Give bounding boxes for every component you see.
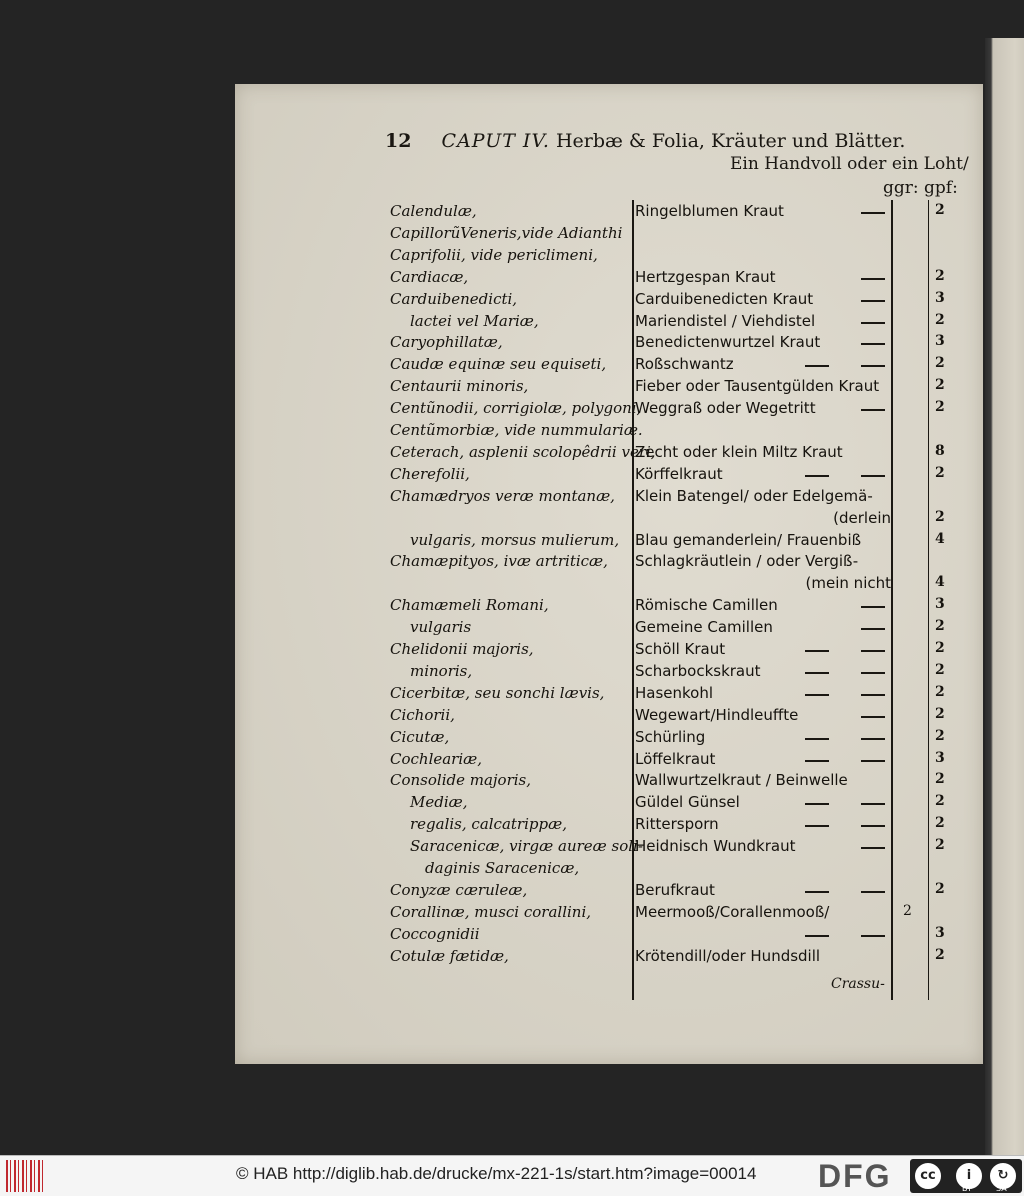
- dash-mark: [861, 935, 885, 937]
- latin-name: Caudæ equinæ seu equiseti,: [390, 355, 607, 374]
- gpf-value: 2: [935, 399, 945, 416]
- german-name: Schlagkräutlein / oder Vergiß-: [635, 552, 859, 571]
- table-row: [235, 684, 983, 706]
- gpf-value: 3: [935, 596, 945, 613]
- gpf-value: 2: [935, 202, 945, 218]
- catchword: Crassu-: [831, 976, 885, 992]
- latin-name: Centaurii minoris,: [390, 377, 529, 396]
- dash-mark: [861, 212, 885, 214]
- dash-mark: [805, 935, 829, 937]
- share-alike-icon: ↻: [988, 1161, 1018, 1191]
- table-row: [235, 202, 983, 224]
- page-number: 12: [385, 130, 412, 152]
- dash-mark: [861, 847, 885, 849]
- latin-name: Conyzæ cæruleæ,: [390, 880, 528, 899]
- german-name: (mein nicht: [805, 574, 891, 593]
- table-row: [235, 421, 983, 443]
- latin-name: Consolide majoris,: [390, 771, 532, 790]
- gpf-value: 2: [935, 837, 945, 854]
- table-row: [235, 552, 983, 574]
- gpf-value: 2: [935, 727, 945, 744]
- table-row: [235, 618, 983, 640]
- latin-name: Cichorii,: [390, 705, 455, 724]
- dash-mark: [805, 803, 829, 805]
- gpf-value: 4: [935, 574, 945, 591]
- attribution-icon: i: [954, 1161, 984, 1191]
- latin-name: Centũmorbiæ, vide nummulariæ.: [390, 421, 643, 439]
- dash-mark: [861, 409, 885, 411]
- gpf-value: 2: [935, 815, 945, 832]
- dash-mark: [805, 760, 829, 762]
- dash-mark: [861, 825, 885, 827]
- dash-mark: [861, 803, 885, 805]
- latin-name: Chamæmeli Romani,: [390, 596, 549, 615]
- german-name: Heidnisch Wundkraut: [635, 837, 796, 856]
- german-name: Rittersporn: [635, 815, 719, 834]
- table-row: [235, 355, 983, 377]
- measure-heading: Ein Handvoll oder ein Loht/: [730, 154, 969, 174]
- dash-mark: [861, 760, 885, 762]
- latin-name: Mediæ,: [410, 793, 468, 812]
- dash-mark: [805, 891, 829, 893]
- gpf-value: 2: [935, 267, 945, 284]
- latin-name: Caprifolii, vide periclimeni,: [390, 245, 598, 264]
- latin-name: Cherefolii,: [390, 464, 470, 483]
- unit-heading: ggr: gpf:: [883, 178, 958, 198]
- table-row: [235, 377, 983, 399]
- dash-mark: [805, 738, 829, 740]
- gpf-value: 8: [935, 442, 945, 459]
- german-name: Gemeine Camillen: [635, 618, 773, 637]
- gpf-value: 2: [935, 946, 945, 963]
- german-name: Schürling: [635, 727, 706, 746]
- german-name: Berufkraut: [635, 880, 715, 899]
- german-name: Wegewart/Hindleuffte: [635, 705, 799, 724]
- table-row: [235, 574, 983, 596]
- dash-mark: [805, 650, 829, 652]
- next-page-edge: [985, 38, 1024, 1155]
- book-page: [235, 84, 983, 1064]
- dash-mark: [861, 365, 885, 367]
- german-name: Weggraß oder Wegetritt: [635, 399, 816, 418]
- dash-mark: [861, 672, 885, 674]
- latin-name: Ceterach, asplenii scolopêdrii veri,: [390, 442, 656, 461]
- latin-name: lactei vel Mariæ,: [410, 311, 539, 330]
- german-name: Römische Camillen: [635, 596, 778, 615]
- gpf-value: 2: [935, 880, 945, 897]
- gpf-value: 2: [935, 618, 945, 635]
- latin-name: Caryophillatæ,: [390, 333, 503, 352]
- german-name: Wallwurtzelkraut / Beinwelle: [635, 771, 848, 790]
- gpf-value: 4: [935, 530, 945, 547]
- german-name: Ringelblumen Kraut: [635, 202, 784, 220]
- german-name: Scharbockskraut: [635, 661, 761, 680]
- gpf-value: 2: [935, 771, 945, 788]
- table-row: [235, 771, 983, 793]
- latin-name: Chelidonii majoris,: [390, 640, 534, 658]
- gpf-value: 3: [935, 924, 945, 941]
- chapter-title: Herbæ & Folia, Kräuter und Blätter.: [555, 130, 906, 152]
- footer-bar: [0, 1155, 1024, 1196]
- table-row: [235, 728, 983, 750]
- sa-label: SA: [996, 1184, 1007, 1193]
- latin-name: Cotulæ fætidæ,: [390, 946, 509, 965]
- latin-name: CapillorũVeneris,vide Adianthi: [390, 223, 623, 242]
- german-name: Meermooß/Corallenmooß/: [635, 902, 830, 921]
- table-row: [235, 333, 983, 355]
- table-row: [235, 706, 983, 728]
- german-name: Klein Batengel/ oder Edelgemä-: [635, 486, 873, 505]
- latin-name: Coccognidii: [390, 924, 480, 943]
- dash-mark: [861, 278, 885, 280]
- german-name: Fieber oder Tausentgülden Kraut: [635, 377, 880, 396]
- table-row: [235, 487, 983, 509]
- table-row: [235, 662, 983, 684]
- german-name: Löffelkraut: [635, 749, 716, 768]
- gpf-value: 2: [935, 508, 945, 525]
- table-row: [235, 268, 983, 290]
- latin-name: Chamædryos veræ montanæ,: [390, 486, 615, 505]
- latin-name: Carduibenedicti,: [390, 289, 518, 308]
- dash-mark: [861, 891, 885, 893]
- ggr-value: 2: [903, 902, 912, 919]
- copyright-link[interactable]: © HAB http://diglib.hab.de/drucke/mx-221-1s/start.htm?image=00014: [236, 1164, 757, 1183]
- latin-name: Centũnodii, corrigiolæ, polygoni,: [390, 399, 642, 418]
- german-name: Hasenkohl: [635, 683, 714, 702]
- table-row: [235, 859, 983, 881]
- table-row: [235, 509, 983, 531]
- gpf-value: 2: [935, 683, 945, 700]
- latin-name: Cardiacæ,: [390, 267, 469, 286]
- latin-name: Chamæpityos, ivæ artriticæ,: [390, 552, 608, 571]
- table-row: [235, 881, 983, 903]
- german-name: (derlein: [833, 508, 891, 527]
- german-name: Schöll Kraut: [635, 640, 726, 658]
- table-row: [235, 837, 983, 859]
- latin-name: Cicerbitæ, seu sonchi lævis,: [390, 683, 605, 702]
- table-row: [235, 815, 983, 837]
- gpf-value: 2: [935, 793, 945, 810]
- latin-name: Corallinæ, musci corallini,: [390, 902, 592, 921]
- by-label: BY: [962, 1184, 972, 1193]
- dash-mark: [861, 300, 885, 302]
- latin-name: daginis Saracenicæ,: [425, 859, 580, 877]
- german-name: Güldel Günsel: [635, 793, 740, 812]
- latin-name: minoris,: [410, 661, 473, 680]
- dash-mark: [861, 475, 885, 477]
- german-name: Blau gemanderlein/ Frauenbiß: [635, 530, 862, 549]
- gpf-value: 2: [935, 377, 945, 394]
- dfg-logo[interactable]: DFG: [818, 1158, 892, 1194]
- gpf-value: 3: [935, 289, 945, 306]
- latin-name: vulgaris: [410, 618, 472, 637]
- german-name: Krötendill/oder Hundsdill: [635, 946, 821, 965]
- latin-name: Saracenicæ, virgæ aureæ soli-: [410, 837, 643, 856]
- german-name: Carduibenedicten Kraut: [635, 289, 814, 308]
- dash-mark: [805, 365, 829, 367]
- latin-name: Calendulæ,: [390, 202, 477, 220]
- dash-mark: [805, 694, 829, 696]
- german-name: Hertzgespan Kraut: [635, 267, 776, 286]
- table-row: [235, 793, 983, 815]
- dash-mark: [861, 650, 885, 652]
- table-row: [235, 947, 983, 969]
- gpf-value: 2: [935, 661, 945, 678]
- latin-name: Cicutæ,: [390, 727, 450, 746]
- table-row: [235, 246, 983, 268]
- latin-name: Cochleariæ,: [390, 749, 483, 768]
- dash-mark: [805, 672, 829, 674]
- table-row: [235, 465, 983, 487]
- cc-license-badge[interactable]: [910, 1159, 1022, 1193]
- table-row: [235, 399, 983, 421]
- gpf-value: 2: [935, 355, 945, 372]
- dash-mark: [861, 716, 885, 718]
- dash-mark: [861, 694, 885, 696]
- latin-name: regalis, calcatrippæ,: [410, 815, 567, 834]
- german-name: Körffelkraut: [635, 464, 723, 483]
- dash-mark: [861, 322, 885, 324]
- table-row: [235, 925, 983, 947]
- cc-icon: cc: [913, 1161, 943, 1191]
- dash-mark: [805, 475, 829, 477]
- table-row: [235, 531, 983, 553]
- dash-mark: [861, 738, 885, 740]
- gpf-value: 2: [935, 464, 945, 481]
- german-name: Zecht oder klein Miltz Kraut: [635, 442, 843, 461]
- german-name: Roßschwantz: [635, 355, 734, 374]
- table-row: [235, 596, 983, 618]
- table-row: [235, 903, 983, 925]
- table-row: [235, 224, 983, 246]
- gpf-value: 3: [935, 333, 945, 350]
- latin-name: vulgaris, morsus mulierum,: [410, 530, 620, 549]
- dash-mark: [861, 606, 885, 608]
- gpf-value: 2: [935, 311, 945, 328]
- table-row: [235, 312, 983, 334]
- gpf-value: 2: [935, 640, 945, 656]
- hab-logo-icon[interactable]: [6, 1160, 46, 1192]
- chapter-label: CAPUT IV.: [441, 130, 550, 152]
- table-row: [235, 640, 983, 662]
- german-name: Benedictenwurtzel Kraut: [635, 333, 821, 352]
- dash-mark: [805, 825, 829, 827]
- table-row: [235, 750, 983, 772]
- table-row: [235, 443, 983, 465]
- dash-mark: [861, 628, 885, 630]
- table-row: [235, 290, 983, 312]
- gpf-value: 2: [935, 705, 945, 722]
- german-name: Mariendistel / Viehdistel: [635, 311, 816, 330]
- dash-mark: [861, 343, 885, 345]
- gpf-value: 3: [935, 749, 945, 766]
